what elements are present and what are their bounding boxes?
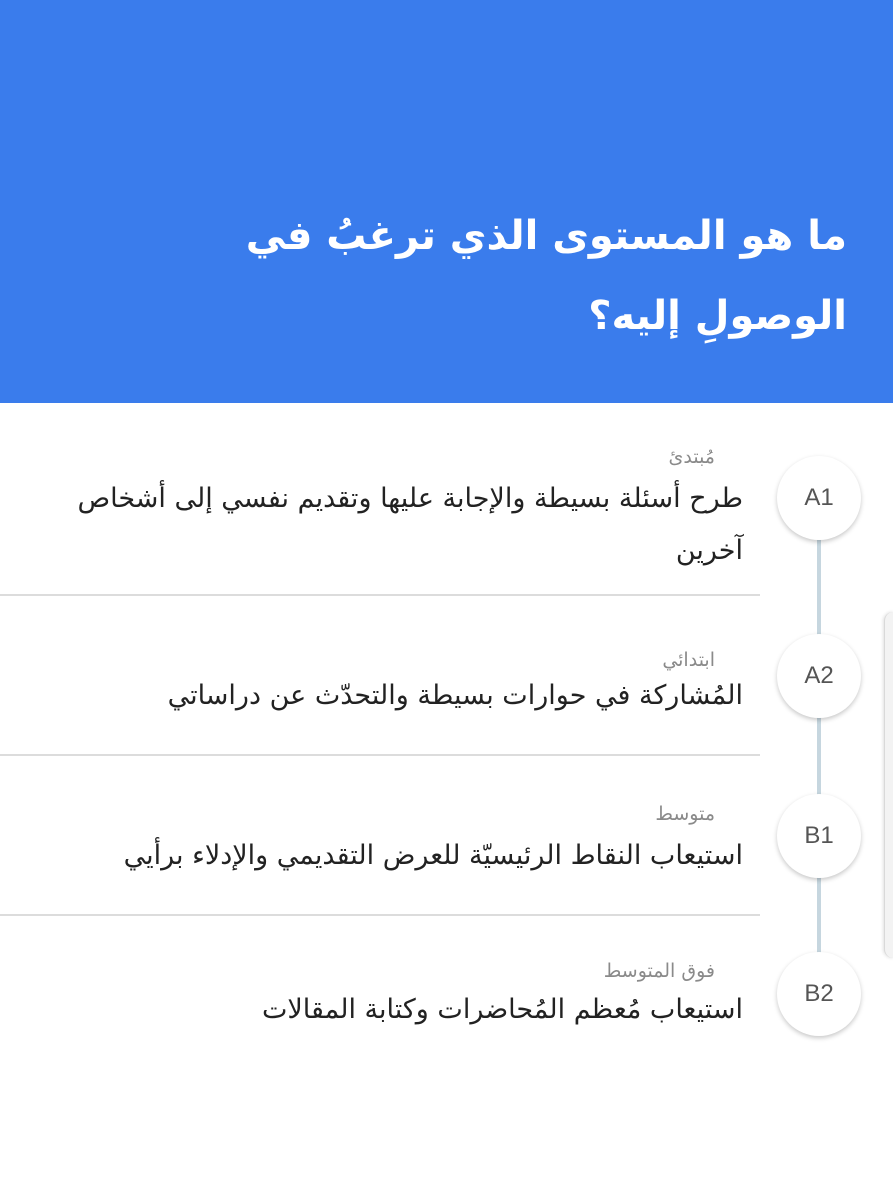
level-description: المُشاركة في حوارات بسيطة والتحدّث عن دراساتي — [167, 680, 743, 711]
level-code: A1 — [804, 484, 834, 511]
level-code: A2 — [804, 662, 834, 689]
level-badge — [777, 634, 861, 718]
level-code: B1 — [804, 822, 834, 849]
level-description: استيعاب النقاط الرئيسيّة للعرض التقديمي والإدلاء برأيي — [123, 840, 743, 871]
level-badge — [777, 794, 861, 878]
level-option-b2[interactable] — [0, 916, 893, 1076]
level-name: متوسط — [655, 803, 715, 825]
level-code: B2 — [804, 980, 834, 1007]
level-option-b1[interactable] — [0, 756, 893, 916]
level-list — [0, 403, 893, 1200]
level-badge — [777, 456, 861, 540]
level-name: ابتدائي — [662, 649, 715, 671]
page-title: ما هو المستوى الذي ترغبُ في الوصولِ إليه؟ — [245, 213, 847, 339]
level-option-a2[interactable] — [0, 596, 893, 756]
side-edge-handle[interactable] — [884, 612, 893, 958]
header — [0, 0, 893, 403]
level-name: فوق المتوسط — [603, 960, 715, 982]
level-badge — [777, 952, 861, 1036]
level-description: استيعاب مُعظم المُحاضرات وكتابة المقالات — [261, 994, 743, 1025]
level-name: مُبتدئ — [668, 446, 715, 468]
level-description: طرح أسئلة بسيطة والإجابة عليها وتقديم نفسي إلى أشخاص آخرين — [77, 483, 743, 566]
level-option-a1[interactable] — [0, 403, 893, 596]
